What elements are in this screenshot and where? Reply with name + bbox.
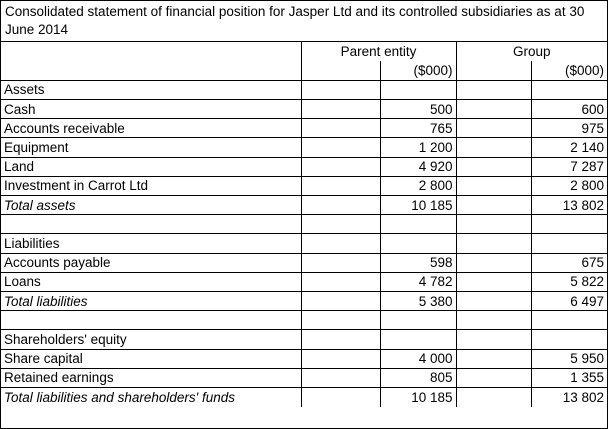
row-label: Accounts receivable [1,119,301,138]
parent-value: 765 [380,119,456,138]
parent-value: 805 [380,368,456,387]
section-heading: Assets [1,80,301,99]
total-label: Total liabilities [1,291,301,310]
parent-total: 10 185 [380,387,456,406]
table-row [1,368,607,387]
total-row [1,196,607,215]
statement-title: Consolidated statement of financial position for Jasper Ltd and its controlled subsidiaries as at 30 June 2014 [1,1,607,42]
parent-entity-header: Parent entity [301,42,456,61]
row-label: Loans [1,272,301,291]
spacer-row [1,311,607,330]
group-total: 13 802 [531,196,607,215]
parent-value: 4 920 [380,157,456,176]
financial-position-table [1,42,607,407]
row-label: Investment in Carrot Ltd [1,176,301,195]
table-row [1,253,607,272]
unit-header-row [1,61,607,80]
parent-value: 2 800 [380,176,456,195]
parent-total: 5 380 [380,291,456,310]
parent-value: 598 [380,253,456,272]
parent-value: 1 200 [380,138,456,157]
total-row [1,291,607,310]
parent-unit-label: ($000) [380,61,456,80]
total-row [1,387,607,406]
group-total: 13 802 [531,387,607,406]
group-value: 975 [531,119,607,138]
group-unit-label: ($000) [531,61,607,80]
group-value: 600 [531,100,607,119]
section-heading: Liabilities [1,234,301,253]
group-value: 1 355 [531,368,607,387]
total-label: Total assets [1,196,301,215]
group-value: 675 [531,253,607,272]
table-row [1,157,607,176]
row-label: Retained earnings [1,368,301,387]
group-total: 6 497 [531,291,607,310]
table-row [1,272,607,291]
group-header: Group [513,44,551,60]
group-value: 5 950 [531,349,607,368]
row-label: Share capital [1,349,301,368]
section-heading: Shareholders' equity [1,330,301,349]
parent-total: 10 185 [380,196,456,215]
parent-value: 500 [380,100,456,119]
parent-value: 4 000 [380,349,456,368]
parent-value: 4 782 [380,272,456,291]
spacer-row [1,215,607,234]
row-label: Cash [1,100,301,119]
table-row [1,349,607,368]
column-header-row [1,42,607,61]
section-heading-row [1,330,607,349]
group-value: 2 800 [531,176,607,195]
section-heading-row [1,234,607,253]
row-label: Land [1,157,301,176]
group-value: 5 822 [531,272,607,291]
table-row [1,119,607,138]
row-label: Equipment [1,138,301,157]
group-value: 7 287 [531,157,607,176]
table-row [1,176,607,195]
table-row [1,138,607,157]
row-label: Accounts payable [1,253,301,272]
group-value: 2 140 [531,138,607,157]
total-label: Total liabilities and shareholders' funds [1,387,301,406]
table-row [1,100,607,119]
section-heading-row [1,80,607,99]
